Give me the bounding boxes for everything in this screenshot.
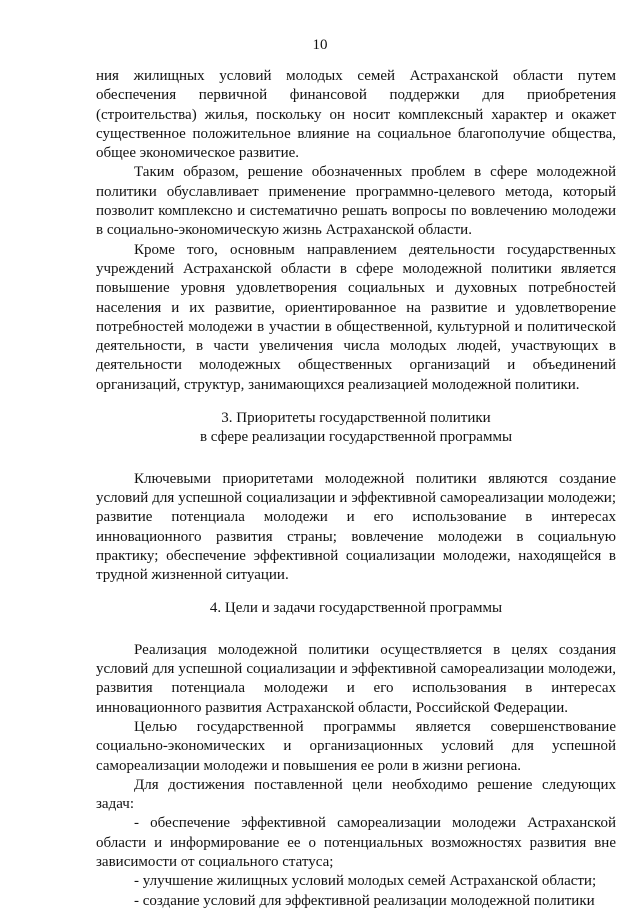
document-body — [96, 67, 616, 911]
section-3-title-line-1: 3. Приоритеты государственной политики — [221, 410, 491, 427]
paragraph-program-goal: Целью государственной программы является совершенствование социально-экономических и организационных условий для успешной самореализации молодежи и повышения ее роли в жизни региона. — [96, 718, 616, 774]
section-3-title-line-2: в сфере реализации государственной программы — [199, 429, 513, 446]
task-item-self-realization: - обеспечение эффективной самореализации молодежи Астраханской области и информирование ее о потенциальных возможностях развития вне зависимости от социального статуса; — [96, 815, 616, 870]
paragraph-policy-implementation: Реализация молодежной политики осуществляется в целях создания условий для успешной социализации и эффективной самореализации молодежи, развития потенциала молодежи и его использования в интересах инновационного развития Астраханской области, Российской Федерации. — [96, 641, 616, 716]
paragraph-key-priorities: Ключевыми приоритетами молодежной политики являются создание условий для успешной социализации и эффективной самореализации молодежи; развитие потенциала молодежи и его использование в интересах инновационного развития страны; вовлечение молодежи в социальную практику; обеспечение эффективной социализации молодежи, находящейся в трудной жизненной ситуации. — [96, 470, 616, 584]
page-number: 10 — [312, 37, 328, 53]
task-item-conditions: - создание условий для эффективной реализации молодежной политики — [134, 892, 595, 909]
paragraph-main-direction: Кроме того, основным направлением деятельности государственных учреждений Астраханской области в сфере молодежной политики является повышение уровня удовлетворения социальных и духовных потребностей населения и их развитие, ориентированное на развитие и удовлетворение потребностей молодежи в участии в общественной, культурной и политической деятельности, в части увеличения числа молодых людей, участвующих в деятельности молодежных общественных организаций и объединений организаций, структур, занимающихся реализацией молодежной политики. — [96, 241, 616, 393]
paragraph-tasks-intro: Для достижения поставленной цели необходимо решение следующих задач: — [96, 776, 616, 813]
paragraph-program-method: Таким образом, решение обозначенных проблем в сфере молодежной политики обуславливает применение программно-целевого метода, который позволит комплексно и систематично решать вопросы по вовлечению молодежи в социально-экономическую жизнь Астраханской области. — [96, 164, 616, 239]
section-4-title: 4. Цели и задачи государственной программы — [209, 600, 503, 617]
task-item-housing: - улучшение жилищных условий молодых семей Астраханской области; — [134, 873, 597, 890]
paragraph-housing-continuation: ния жилищных условий молодых семей Астраханской области путем обеспечения первичной финансовой поддержки для приобретения (строительства) жилья, поскольку он носит комплексный характер и окажет существенное положительное влияние на социальное благополучие общества, общее экономическое развитие. — [96, 68, 616, 162]
